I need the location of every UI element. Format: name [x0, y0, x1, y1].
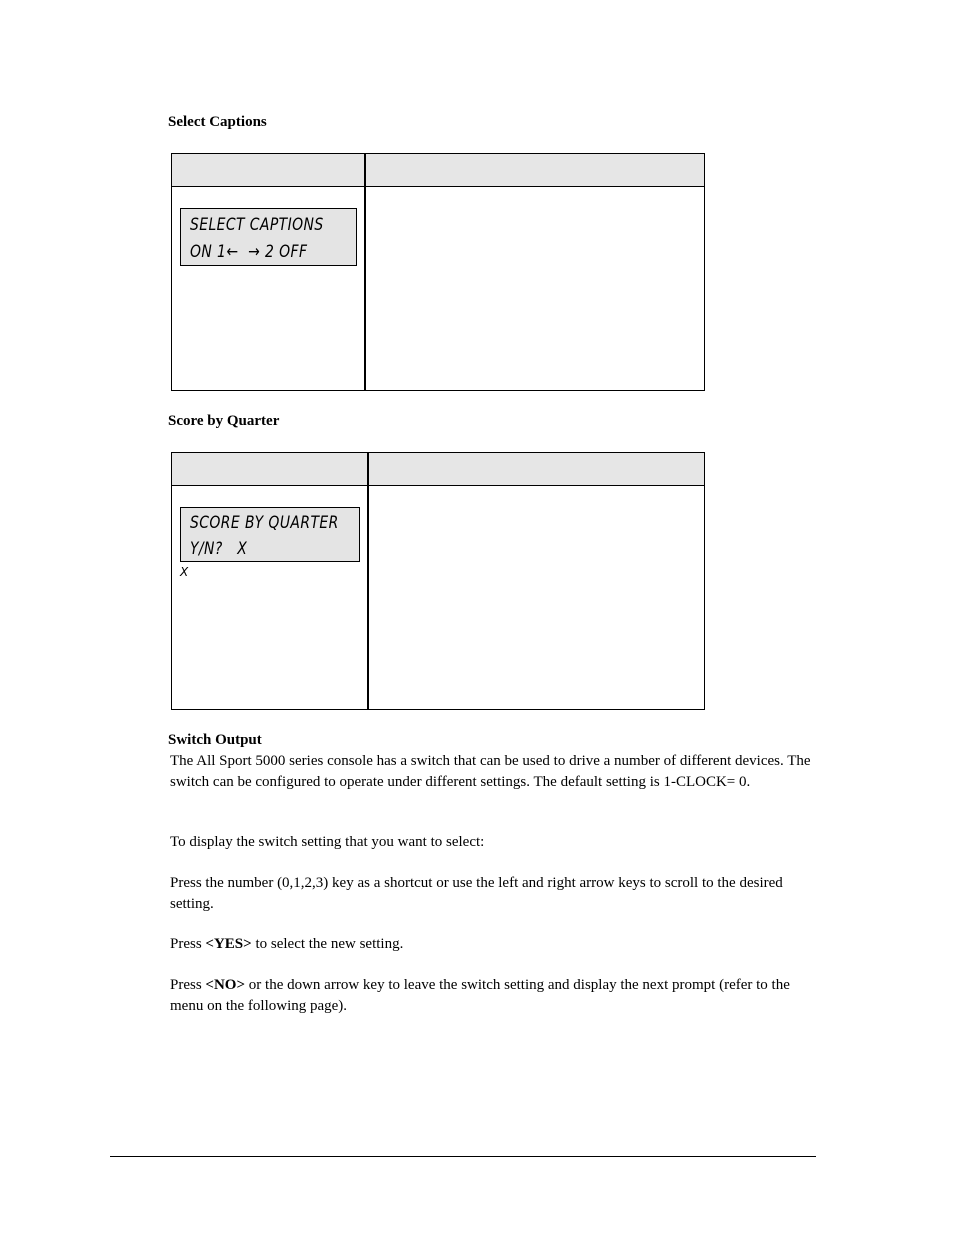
- no-key-label: <NO>: [205, 977, 246, 993]
- lcd-line-1: SCORE BY QUARTER: [190, 513, 339, 533]
- paragraph-5-text: Press: [170, 977, 206, 993]
- paragraph-3: Press the number (0,1,2,3) key as a shortcut or use the left and right arrow keys to scroll to the desired setting.: [170, 875, 783, 912]
- note-text: X: [180, 565, 189, 579]
- section-heading-score-by-quarter: Score by Quarter: [168, 413, 280, 429]
- column-divider: [364, 154, 366, 390]
- section-heading-switch-output: Switch Output: [168, 732, 262, 748]
- paragraph-4-text: to select the new setting.: [251, 936, 404, 952]
- paragraph-1: The All Sport 5000 series console has a switch that can be used to drive a number of different devices. The switch can be configured to operate under different settings. The default setting is 1-CLOCK= 0.: [170, 753, 811, 790]
- column-divider: [367, 453, 369, 709]
- lcd-line-2: ON 1← → 2 OFF: [190, 242, 308, 262]
- lcd-display: [180, 208, 357, 266]
- paragraph-5-text: or the down arrow key to leave the switch setting and display the next prompt (refer to the menu on the following page).: [170, 977, 790, 1014]
- yes-key-label: <YES>: [205, 936, 252, 952]
- paragraph-2: To display the switch setting that you want to select:: [170, 834, 485, 850]
- lcd-display: [180, 507, 360, 562]
- table-header-row: [172, 453, 704, 486]
- score-by-quarter-table: [171, 452, 705, 710]
- footer-rule: [110, 1156, 816, 1157]
- lcd-line-2: Y/N? X: [190, 539, 248, 559]
- table-header-row: [172, 154, 704, 187]
- section-heading-select-captions: Select Captions: [168, 114, 267, 130]
- lcd-line-1: SELECT CAPTIONS: [190, 215, 324, 235]
- select-captions-table: [171, 153, 705, 391]
- paragraph-4-text: Press: [170, 936, 206, 952]
- paragraph-4: [170, 934, 820, 955]
- paragraph-5: [170, 975, 820, 1016]
